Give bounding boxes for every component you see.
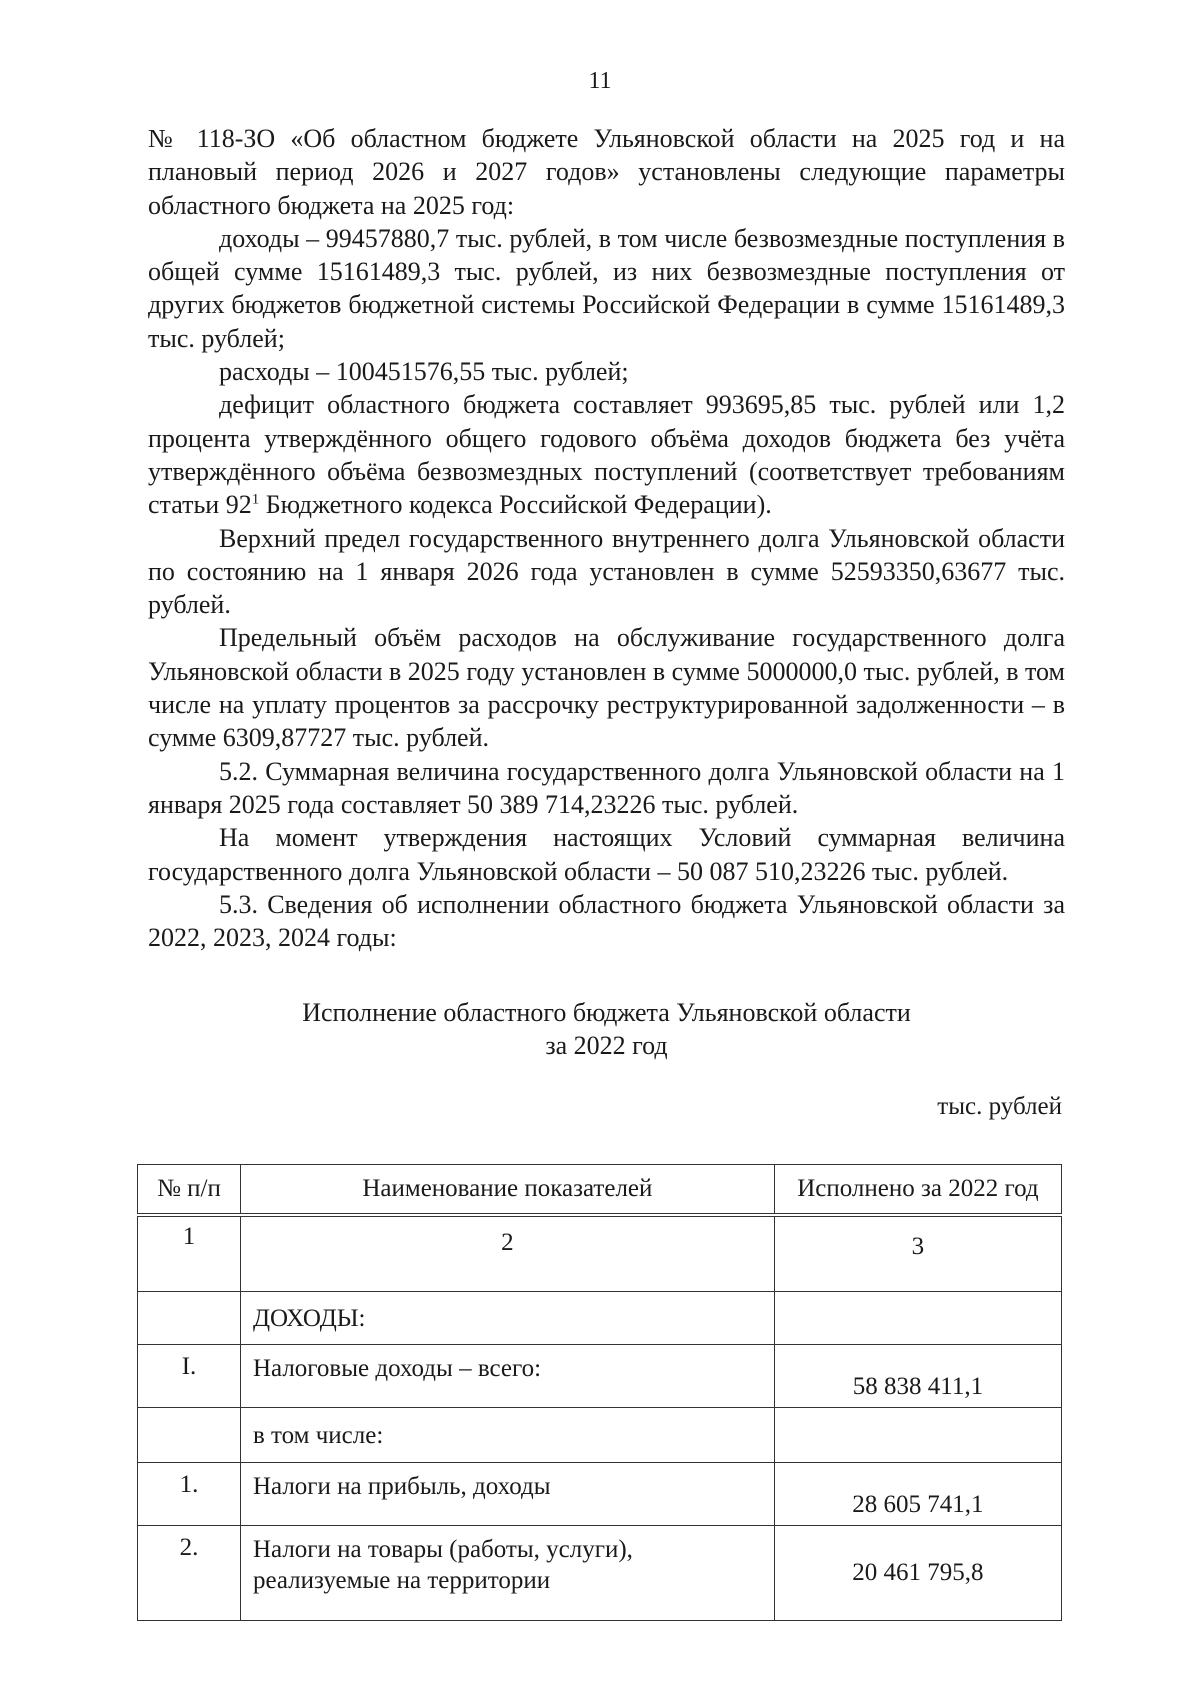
column-numbers-row [138, 1215, 1062, 1292]
row-number [138, 1408, 241, 1463]
column-number-1: 1 [138, 1215, 241, 1292]
paragraph-deficit [148, 388, 1065, 521]
row-name: Налоги на прибыль, доходы [240, 1463, 774, 1526]
paragraph-debt-service: Предельный объём расходов на обслуживание государственного долга Ульяновской области в 2025 году установлен в сумме 5000000,0 тыс. рублей, в том числе на уплату процентов за рассрочку реструктурированной задолженности – в сумме 6309,87727 тыс. рублей. [148, 623, 1065, 753]
row-number: 2. [138, 1526, 241, 1621]
table-row [138, 1345, 1062, 1408]
table-title-line1: Исполнение областного бюджета Ульяновской области [302, 998, 911, 1027]
paragraph-5-2: 5.2. Суммарная величина государственного долга Ульяновской области на 1 января 2025 года составляет 50 389 714,23226 тыс. рублей. [148, 756, 1065, 819]
body-text [148, 122, 1065, 954]
article-superscript: 1 [251, 491, 260, 508]
paragraph-5-3: 5.3. Сведения об исполнении областного бюджета Ульяновской области за 2022, 2023, 2024 годы: [148, 889, 1065, 953]
table-header-row [138, 1165, 1062, 1216]
column-number-2: 2 [240, 1215, 774, 1292]
row-number: 1. [138, 1463, 241, 1526]
column-number-3: 3 [774, 1215, 1061, 1292]
row-name: ДОХОДЫ: [240, 1292, 774, 1345]
header-executed: Исполнено за 2022 год [774, 1165, 1061, 1216]
units-label: тыс. рублей [937, 1093, 1062, 1120]
row-value: 58 838 411,1 [774, 1345, 1061, 1408]
page-number: 11 [588, 68, 612, 94]
row-name: Налоги на товары (работы, услуги), реализуемые на территории [240, 1526, 774, 1621]
budget-table [137, 1164, 1062, 1621]
row-value: 20 461 795,8 [774, 1526, 1061, 1621]
row-value [774, 1408, 1061, 1463]
deficit-text-after: Бюджетного кодекса Российской Федерации). [259, 490, 772, 520]
table-row [138, 1526, 1062, 1621]
paragraph-expenditures: расходы – 100451576,55 тыс. рублей; [219, 357, 629, 387]
table-row [138, 1463, 1062, 1526]
row-name: в том числе: [240, 1408, 774, 1463]
table-title-line2: за 2022 год [545, 1031, 668, 1060]
header-number: № п/п [138, 1165, 241, 1216]
row-value: 28 605 741,1 [774, 1463, 1061, 1526]
paragraph-current-debt: На момент утверждения настоящих Условий суммарная величина государственного долга Ульяновской области – 50 087 510,23226 тыс. рублей. [148, 823, 1065, 886]
header-indicator-name: Наименование показателей [240, 1165, 774, 1216]
table-row [138, 1292, 1062, 1345]
row-number [138, 1292, 241, 1345]
deficit-text-before: дефицит областного бюджета составляет 993695,85 тыс. рублей или 1,2 процента утверждённого общего годового объёма доходов бюджета без учёта утверждённого объёма безвозмездных поступлений (соответствует требованиям статьи 92 [148, 390, 1065, 520]
row-value [774, 1292, 1061, 1345]
paragraph-revenues: доходы – 99457880,7 тыс. рублей, в том числе безвозмездные поступления в общей сумме 15161489,3 тыс. рублей, из них безвозмездные поступления от других бюджетов бюджетной системы Российской Федерации в сумме 15161489,3 тыс. рублей; [148, 223, 1065, 353]
table-row [138, 1408, 1062, 1463]
row-name: Налоговые доходы – всего: [240, 1345, 774, 1408]
table-title [148, 996, 1065, 1062]
paragraph-debt-limit: Верхний предел государственного внутреннего долга Ульяновской области по состоянию на 1 января 2026 года установлен в сумме 52593350,63677 тыс. рублей. [148, 523, 1065, 620]
row-number: I. [138, 1345, 241, 1408]
paragraph-law-reference: № 118-ЗО «Об областном бюджете Ульяновской области на 2025 год и на плановый период 2026 и 2027 годов» установлены следующие параметры областного бюджета на 2025 год: [148, 124, 1065, 220]
